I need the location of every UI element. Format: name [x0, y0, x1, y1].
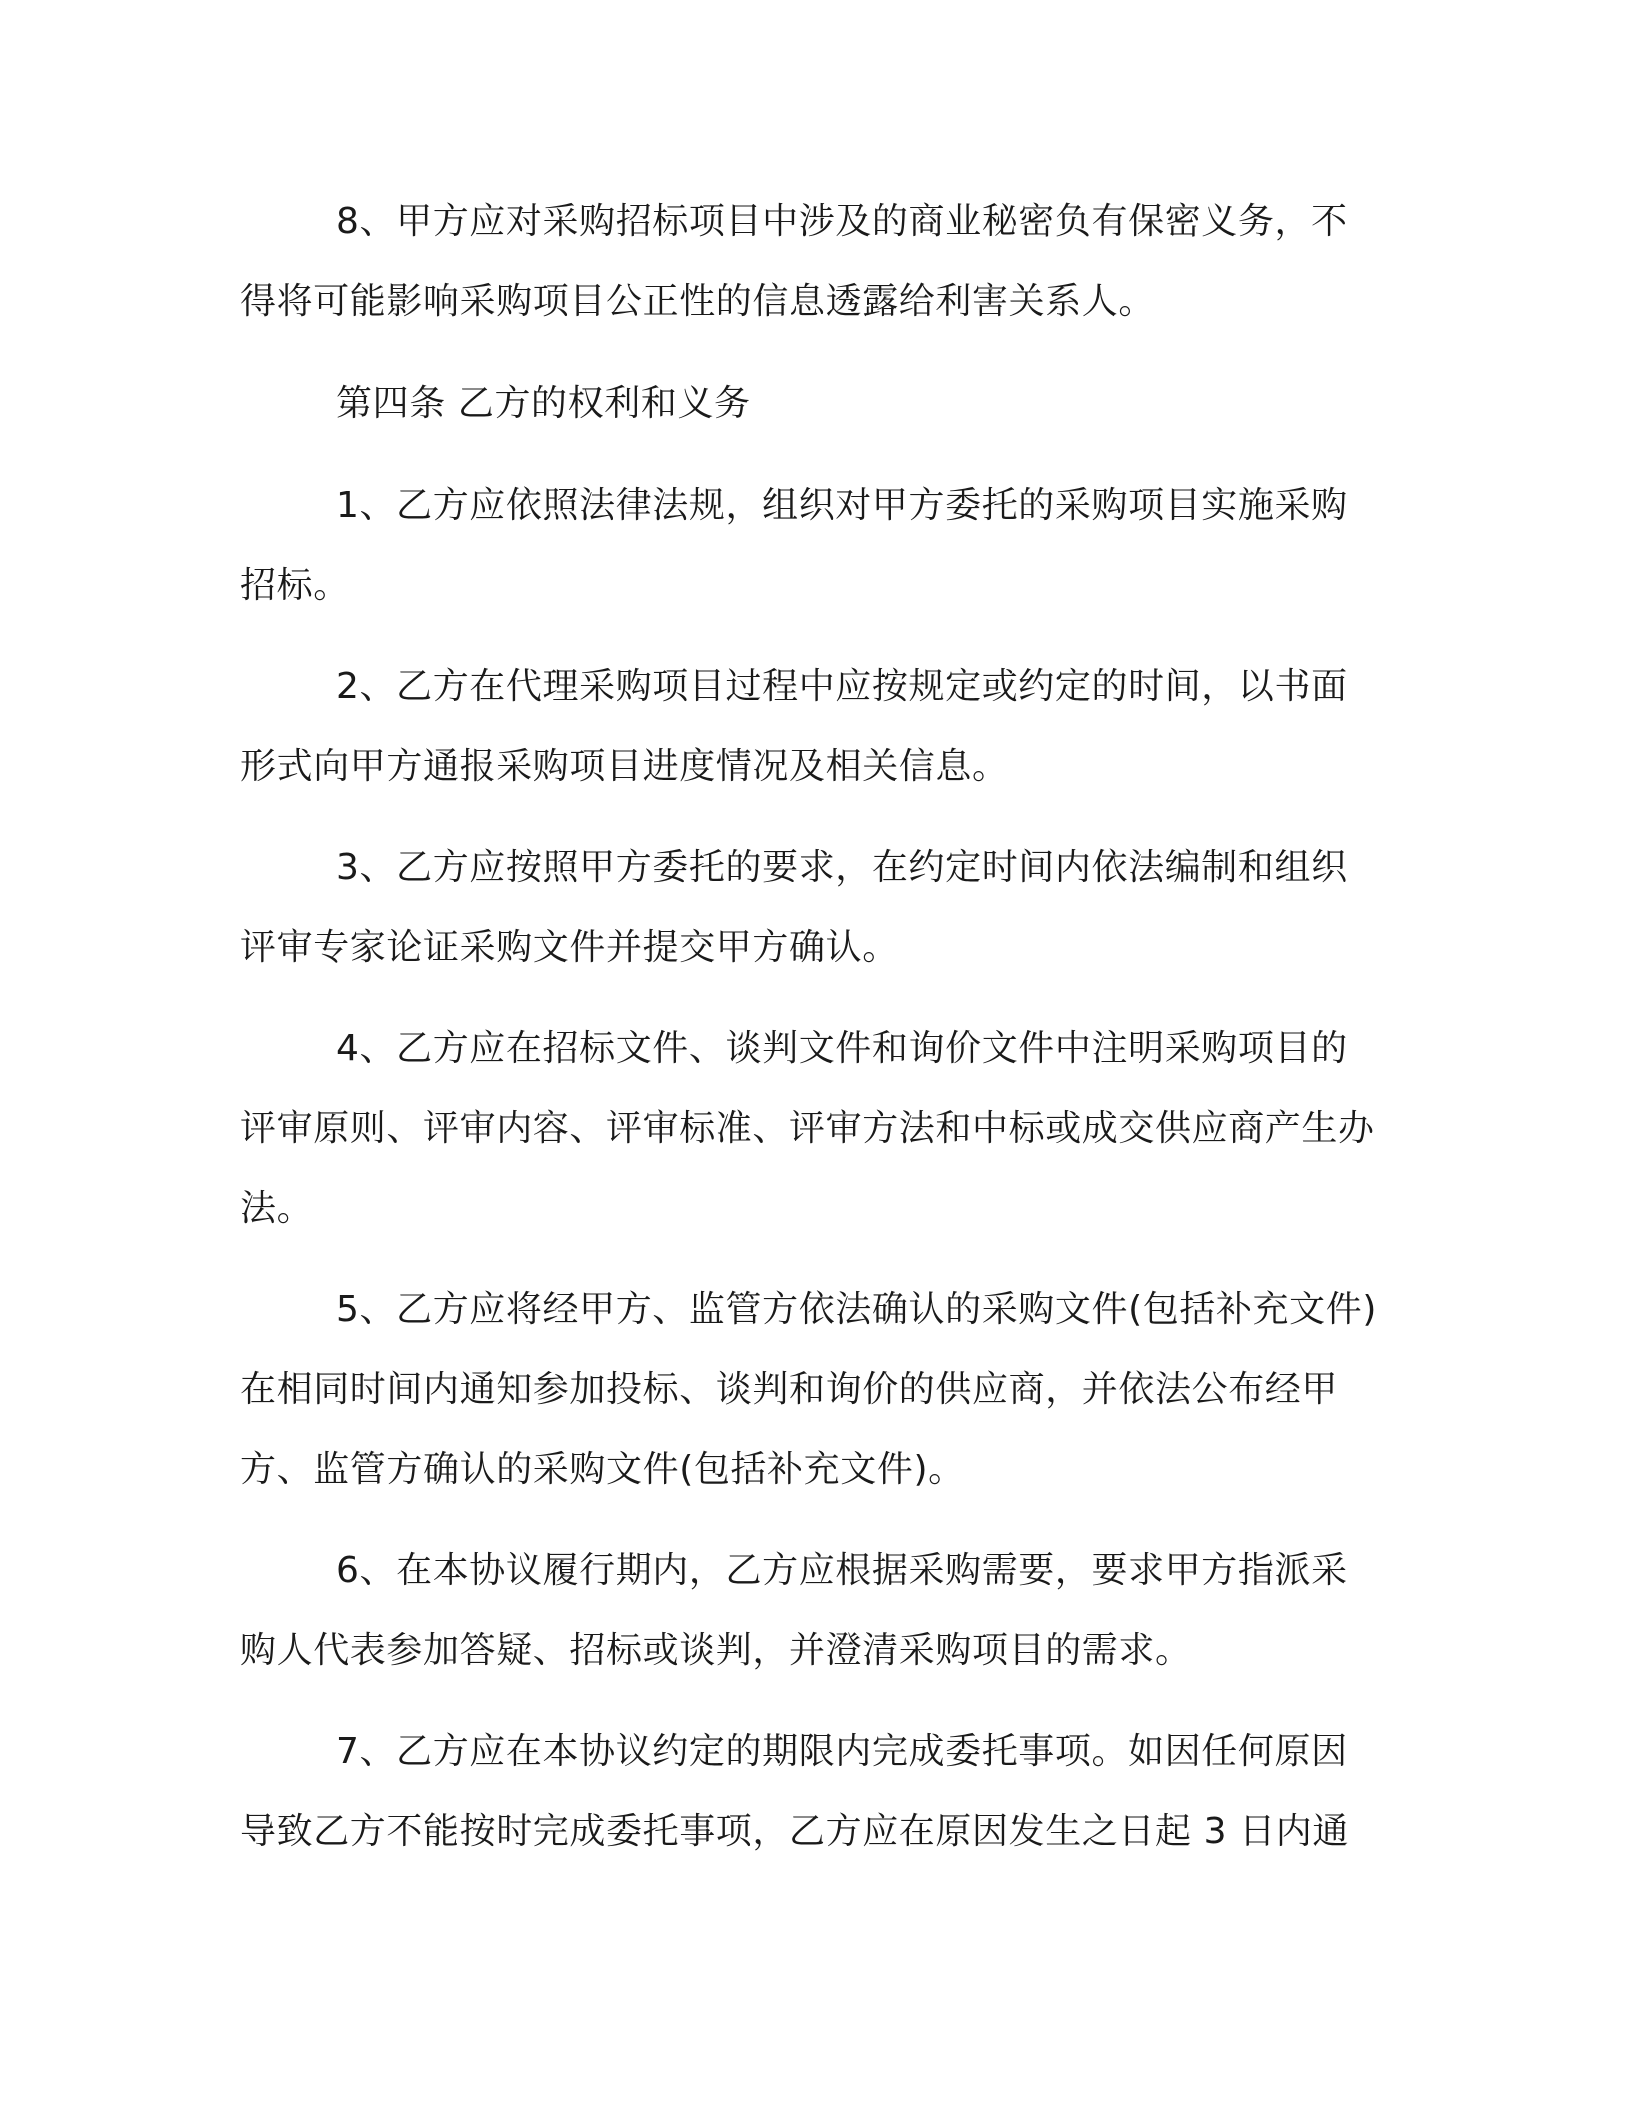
- clause-4-item-3: 3、乙方应按照甲方委托的要求，在约定时间内依法编制和组织评审专家论证采购文件并提交甲方确认。: [240, 847, 1348, 968]
- clause-4-item-7: 7、乙方应在本协议约定的期限内完成委托事项。如因任何原因导致乙方不能按时完成委托事项，乙方应在原因发生之日起 3 日内通: [240, 1731, 1349, 1852]
- clause-4-item-1: 1、乙方应依照法律法规，组织对甲方委托的采购项目实施采购招标。: [240, 485, 1348, 606]
- clause-4-item-2: 2、乙方在代理采购项目过程中应按规定或约定的时间，以书面形式向甲方通报采购项目进度情况及相关信息。: [240, 666, 1348, 787]
- document-body: [240, 182, 1380, 1872]
- clause-3-item-8: 8、甲方应对采购招标项目中涉及的商业秘密负有保密义务，不得将可能影响采购项目公正性的信息透露给利害关系人。: [240, 201, 1348, 322]
- article-4-heading: 第四条 乙方的权利和义务: [336, 383, 751, 424]
- clause-4-item-4: 4、乙方应在招标文件、谈判文件和询价文件中注明采购项目的评审原则、评审内容、评审标准、评审方法和中标或成交供应商产生办法。: [240, 1028, 1375, 1229]
- clause-4-item-5: 5、乙方应将经甲方、监管方依法确认的采购文件(包括补充文件)在相同时间内通知参加投标、谈判和询价的供应商，并依法公布经甲方、监管方确认的采购文件(包括补充文件)。: [240, 1289, 1377, 1490]
- clause-4-item-6: 6、在本协议履行期内，乙方应根据采购需要，要求甲方指派采购人代表参加答疑、招标或谈判，并澄清采购项目的需求。: [240, 1550, 1348, 1671]
